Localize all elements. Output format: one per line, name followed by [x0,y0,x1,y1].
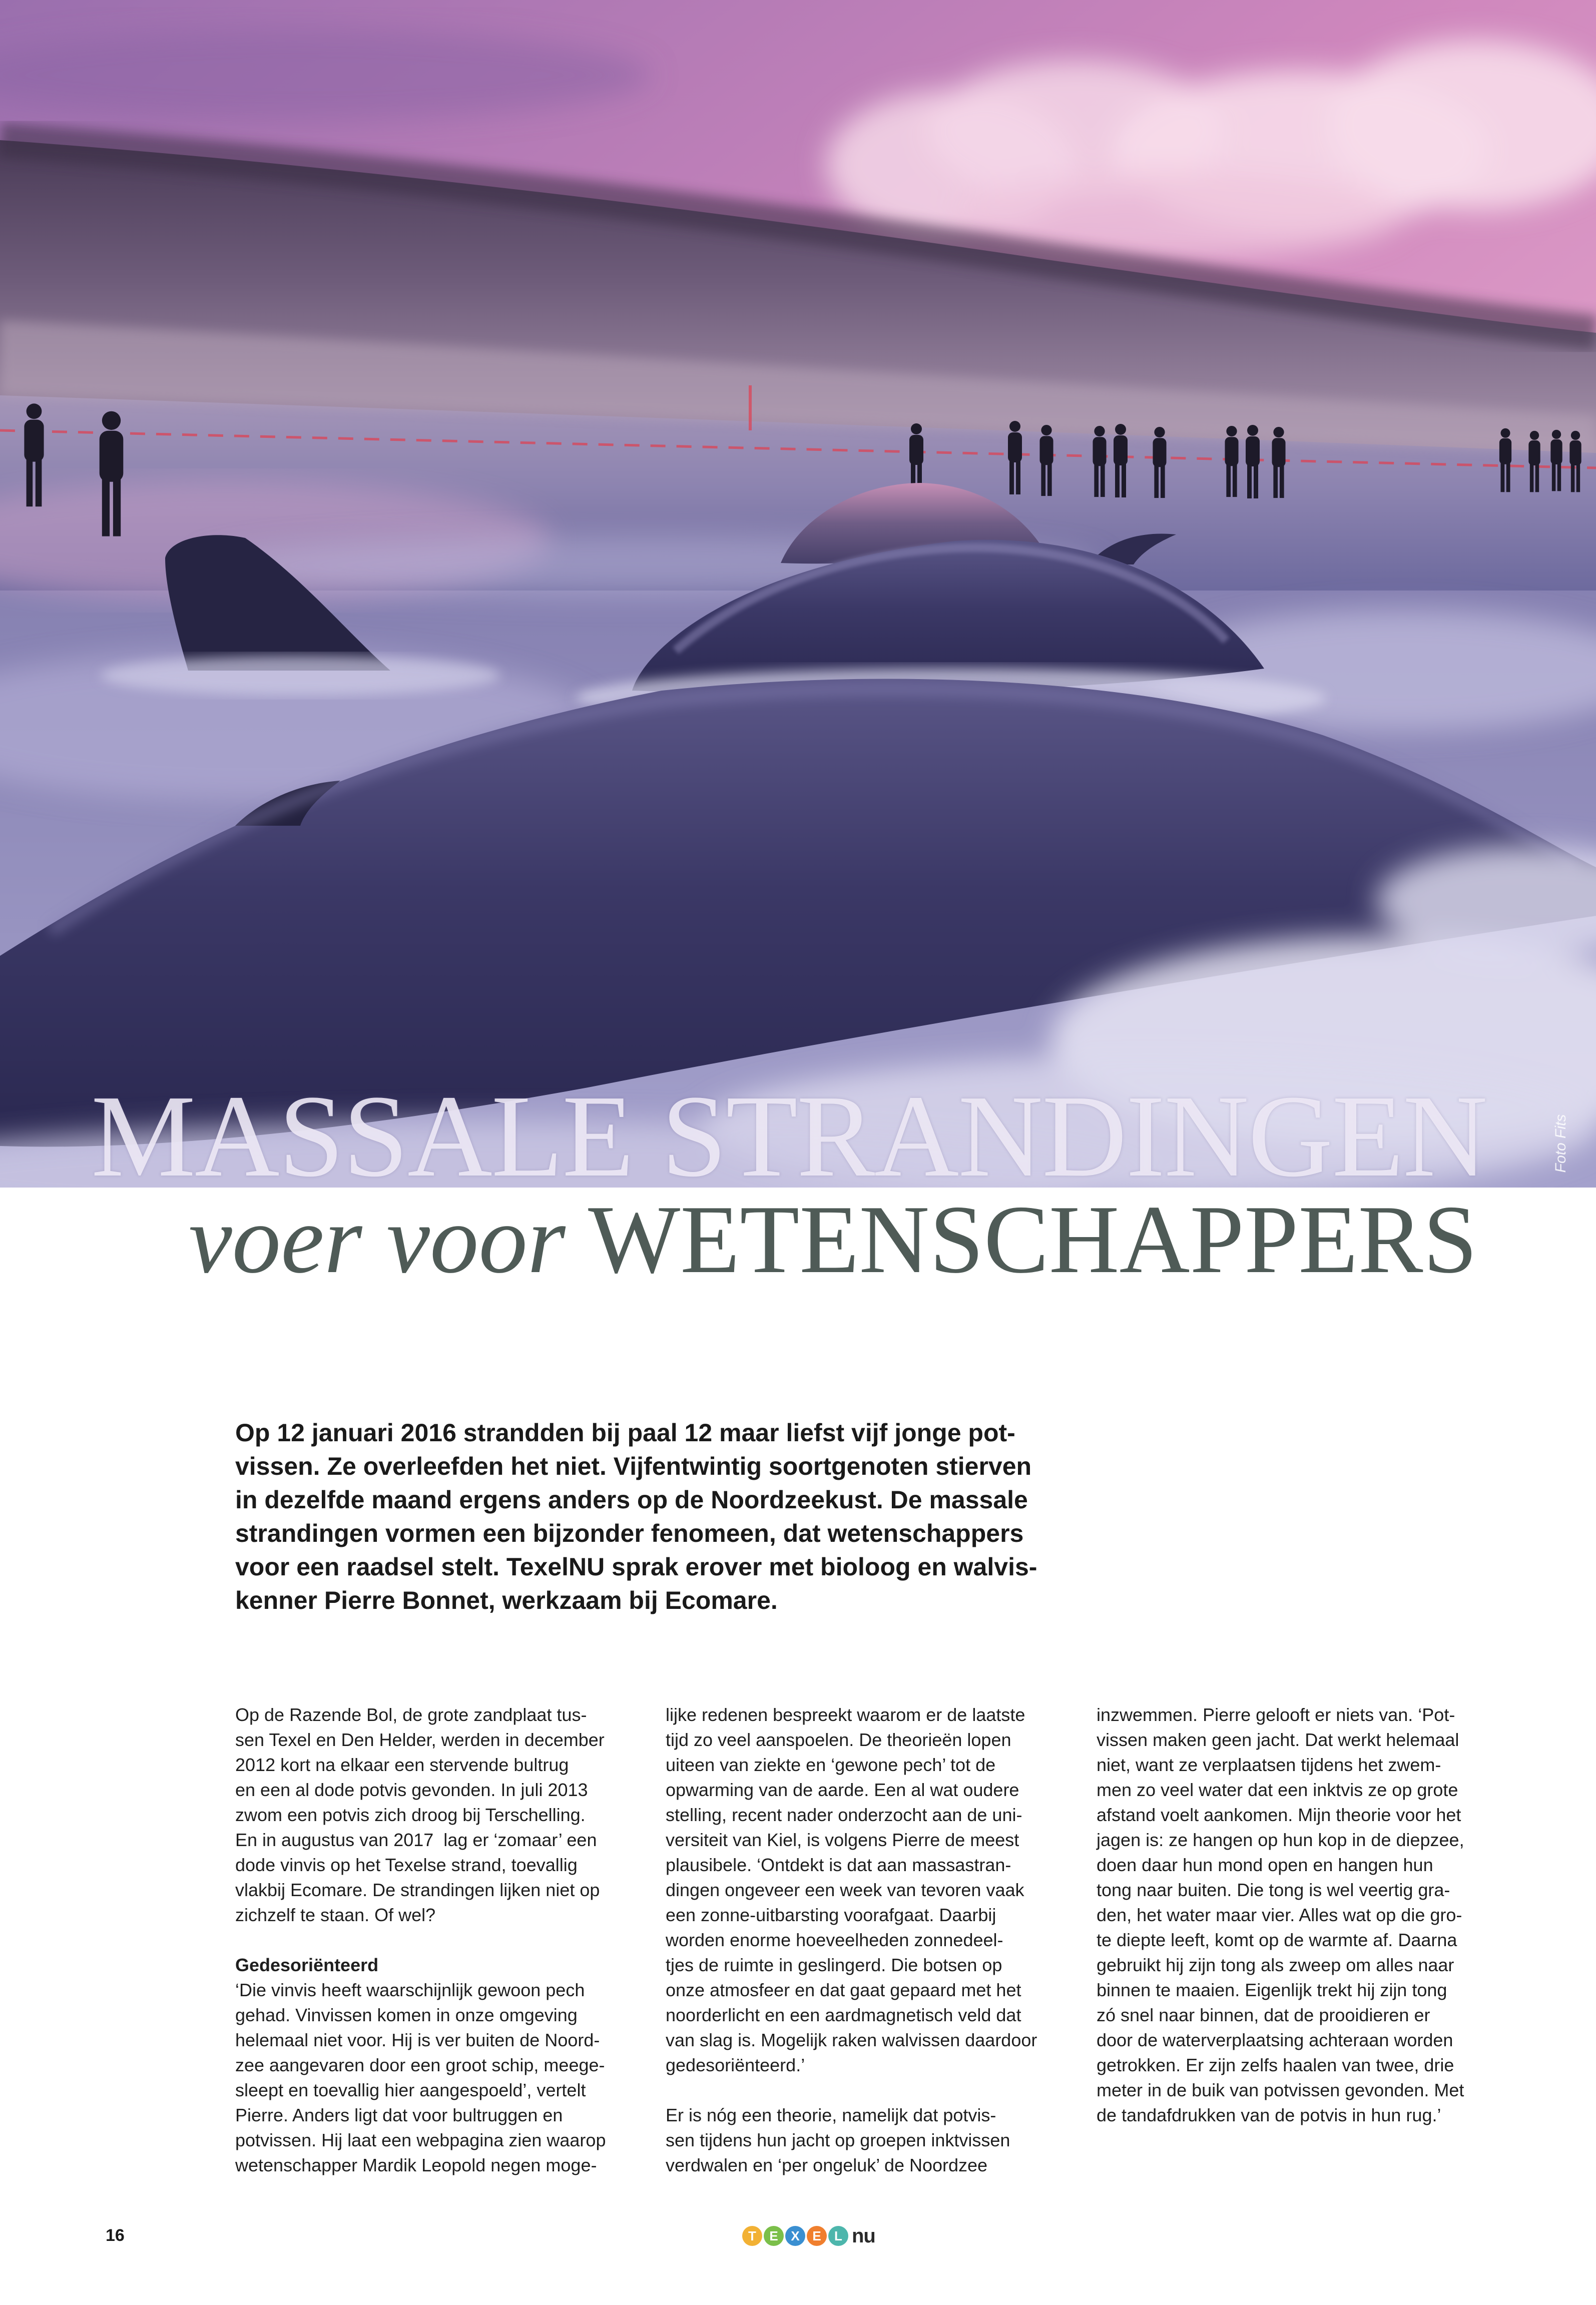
text-line: lijke redenen bespreekt waarom er de laatste [666,1704,1025,1725]
text-line: door de waterverplaatsing achteraan worden [1097,2030,1453,2050]
text-line: versiteit van Kiel, is volgens Pierre de meest [666,1830,1019,1850]
text-line: Op 12 januari 2016 strandden bij paal 12 maar liefst vijf jonge pot- [235,1419,1015,1447]
text-line: zee aangevaren door een groot schip, meege- [235,2055,605,2075]
logo-suffix: nu [852,2225,875,2247]
text-line: getrokken. Er zijn zelfs haalen van twee, drie [1097,2055,1454,2075]
page-number: 16 [106,2226,125,2245]
text-line: men zo veel water dat een inktvis ze op grote [1097,1780,1458,1800]
paragraph [666,1702,1046,2078]
text-line: verdwalen en ‘per ongeluk’ de Noordzee [666,2155,988,2175]
text-line: strandingen vormen een bijzonder fenomeen, dat wetenschappers [235,1519,1024,1547]
text-line: helemaal niet voor. Hij is ver buiten de Noord- [235,2030,600,2050]
text-line: niet, want ze verplaatsen tijdens het zwem- [1097,1755,1441,1775]
text-line: vlakbij Ecomare. De strandingen lijken niet op [235,1880,600,1900]
text-line: plausibele. ‘Ontdekt is dat aan massastran- [666,1855,1011,1875]
photo-credit: Foto Fits [1552,1114,1569,1173]
text-line: uiteen van ziekte en ‘gewone pech’ tot de [666,1755,996,1775]
text-line: den, het water maar vier. Alles wat op die gro- [1097,1905,1462,1925]
text-column-1 [235,1702,616,2178]
text-line: En in augustus van 2017 lag er ‘zomaar’ een [235,1830,597,1850]
text-line: Er is nóg een theorie, namelijk dat potvis- [666,2105,996,2125]
text-line: onze atmosfeer en dat gaat gepaard met het [666,1980,1021,2000]
paragraph [666,2103,1046,2178]
text-line: doen daar hun mond open en hangen hun [1097,1855,1433,1875]
text-line: kenner Pierre Bonnet, werkzaam bij Ecomare. [235,1586,778,1614]
text-line: vissen maken geen jacht. Dat werkt helemaal [1097,1730,1459,1750]
barrier-pole [749,385,752,430]
paragraph-body [235,1978,616,2178]
subheadline-caps: WETENSCHAPPERS [588,1186,1477,1294]
text-line: gebruikt hij zijn tong als zweep om alles naar [1097,1955,1454,1975]
paragraph [235,1702,616,1928]
text-line: ‘Die vinvis heeft waarschijnlijk gewoon pech [235,1980,585,2000]
text-line: tong naar buiten. Die tong is wel veertig gra- [1097,1880,1450,1900]
paragraph [1097,1702,1477,2128]
text-line: jagen is: ze hangen op hun kop in de diepzee, [1097,1830,1464,1850]
text-line: de tandafdrukken van de potvis in hun rug.’ [1097,2105,1441,2125]
logo-letter-e: E [807,2226,827,2246]
text-column-2 [666,1702,1046,2178]
text-line: in dezelfde maand ergens anders op de Noordzeekust. De massale [235,1486,1028,1514]
text-line: sleept en toevallig hier aangespoeld’, vertelt [235,2080,586,2100]
text-line: dingen ongeveer een week van tevoren vaak [666,1880,1024,1900]
text-line: meter in de buik van potvissen gevonden. Met [1097,2080,1464,2100]
logo-letter-l: L [828,2226,848,2246]
text-line: Pierre. Anders ligt dat voor bultruggen en [235,2105,563,2125]
text-line: 2012 kort na elkaar een stervende bultrug [235,1755,569,1775]
texelnu-logo [742,2224,875,2247]
text-line: tjes de ruimte in geslingerd. Die botsen op [666,1955,1002,1975]
text-line: opwarming van de aarde. Een al wat oudere [666,1780,1019,1800]
text-line: sen Texel en Den Helder, werden in december [235,1730,605,1750]
text-line: inzwemmen. Pierre gelooft er niets van. ‘Pot- [1097,1704,1455,1725]
logo-letter-e: E [764,2226,784,2246]
text-line: zwom een potvis zich droog bij Terschelling. [235,1805,586,1825]
headline: MASSALE STRANDINGEN [91,1071,1487,1201]
text-line: afstand voelt aankomen. Mijn theorie voor het [1097,1805,1461,1825]
text-line: Op de Razende Bol, de grote zandplaat tus- [235,1704,587,1725]
text-line: voor een raadsel stelt. TexelNU sprak erover met bioloog en walvis- [235,1553,1037,1581]
text-line: stelling, recent nader onderzocht aan de uni- [666,1805,1022,1825]
text-line: en een al dode potvis gevonden. In juli 2013 [235,1780,588,1800]
text-line: gedesoriënteerd.’ [666,2055,805,2075]
text-line: potvissen. Hij laat een webpagina zien waarop [235,2130,606,2150]
text-line: zó snel naar binnen, dat de prooidieren er [1097,2005,1430,2025]
text-line: van slag is. Mogelijk raken walvissen daardoor [666,2030,1037,2050]
text-line: gehad. Vinvissen komen in onze omgeving [235,2005,578,2025]
text-column-3 [1097,1702,1477,2128]
text-line: tijd zo veel aanspoelen. De theorieën lopen [666,1730,1011,1750]
logo-letter-t: T [742,2226,762,2246]
text-line: wetenschapper Mardik Leopold negen moge- [235,2155,597,2175]
subheadline-italic: voer voor [189,1186,566,1294]
text-line: vissen. Ze overleefden het niet. Vijfentwintig soortgenoten stierven [235,1452,1032,1480]
subheadline [189,1186,1477,1294]
intro-paragraph [235,1416,1037,1617]
section-heading: Gedesoriënteerd [235,1955,379,1975]
text-line: dode vinvis op het Texelse strand, toevallig [235,1855,578,1875]
text-line: een zonne-uitbarsting voorafgaat. Daarbij [666,1905,996,1925]
text-line: sen tijdens hun jacht op groepen inktvissen [666,2130,1010,2150]
logo-letter-x: X [785,2226,805,2246]
text-line: binnen te maaien. Eigenlijk trekt hij zijn tong [1097,1980,1447,2000]
text-line: worden enorme hoeveelheden zonnedeel- [666,1930,1003,1950]
text-line: te diepte leeft, komt op de warmte af. Daarna [1097,1930,1457,1950]
text-line: noorderlicht en een aardmagnetisch veld dat [666,2005,1021,2025]
text-line: zichzelf te staan. Of wel? [235,1905,436,1925]
foam-band [100,656,500,696]
paragraph [235,1953,616,2178]
